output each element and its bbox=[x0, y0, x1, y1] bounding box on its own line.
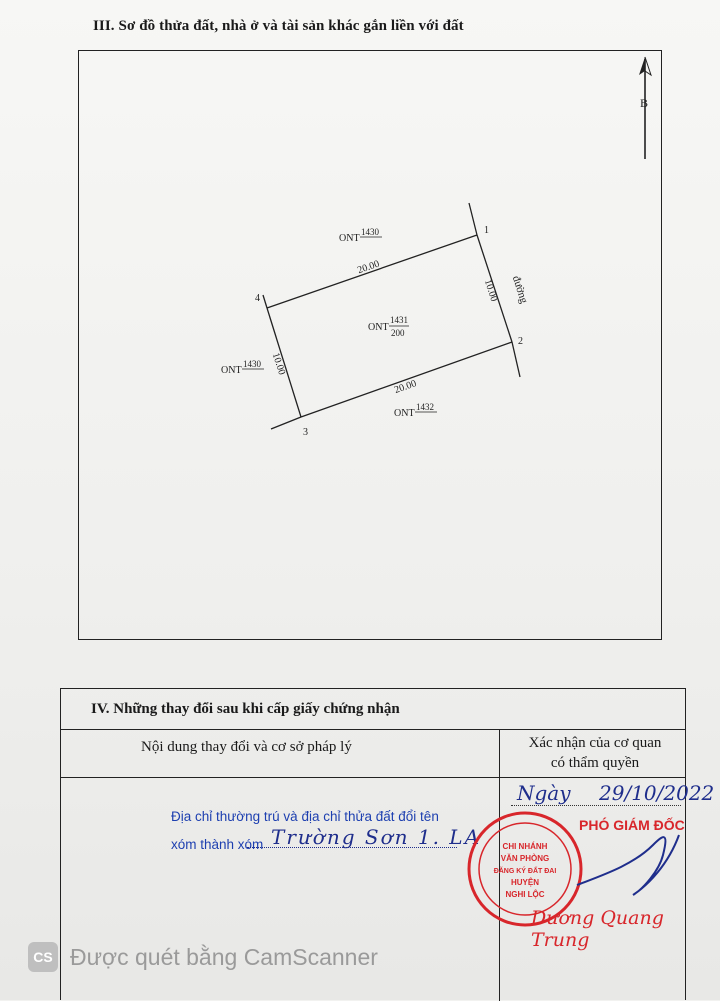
section-3-title: III. Sơ đồ thửa đất, nhà ở và tài sản khác gắn liền với đất bbox=[93, 18, 464, 34]
svg-text:1430: 1430 bbox=[361, 227, 379, 237]
neighbor-label-top bbox=[339, 227, 382, 244]
svg-text:1432: 1432 bbox=[416, 402, 434, 412]
parcel-area: 200 bbox=[391, 328, 405, 338]
camscanner-logo-icon: CS bbox=[28, 942, 58, 972]
parcel-label bbox=[368, 315, 409, 338]
north-label: B bbox=[640, 96, 649, 110]
point-label-2: 2 bbox=[518, 336, 523, 347]
svg-text:HUYỆN: HUYỆN bbox=[510, 878, 540, 887]
column-header-confirmation bbox=[505, 733, 685, 773]
dimension-bottom: 20.00 bbox=[393, 378, 418, 396]
signature-mark bbox=[573, 825, 683, 905]
column-header-confirmation-line1: Xác nhận của cơ quan bbox=[528, 735, 662, 751]
land-plot-diagram bbox=[79, 51, 663, 641]
point-label-4: 4 bbox=[255, 293, 260, 304]
signer-name: Dương Quang Trung bbox=[531, 907, 664, 951]
svg-text:CHI NHÁNH: CHI NHÁNH bbox=[502, 842, 548, 851]
date-label: Ngày bbox=[517, 781, 571, 805]
svg-text:ONT: ONT bbox=[221, 365, 242, 376]
parcel-number: 1431 bbox=[390, 315, 408, 325]
dimension-left: 10.00 bbox=[269, 351, 288, 377]
change-content-line1: Địa chỉ thường trú và địa chỉ thửa đất đổi tên bbox=[171, 809, 439, 824]
dimension-right: 10.00 bbox=[481, 278, 500, 303]
parcel-code: ONT bbox=[368, 322, 389, 333]
section-4-title: IV. Những thay đổi sau khi cấp giấy chứng nhận bbox=[91, 701, 400, 717]
change-content-line2: xóm thành xóm bbox=[171, 837, 264, 852]
land-plot-diagram-frame bbox=[78, 50, 662, 640]
table-divider bbox=[61, 729, 685, 730]
road-label: đường bbox=[509, 274, 530, 305]
handwritten-hamlet-name: Trường Sơn 1. LA bbox=[271, 825, 482, 849]
column-header-confirmation-line2: có thẩm quyền bbox=[550, 755, 640, 771]
director-title: PHÓ GIÁM ĐỐC bbox=[579, 817, 685, 833]
svg-text:ONT: ONT bbox=[339, 233, 360, 244]
neighbor-label-bottom bbox=[394, 402, 437, 419]
svg-text:ONT: ONT bbox=[394, 408, 415, 419]
svg-text:1430: 1430 bbox=[243, 359, 261, 369]
point-label-3: 3 bbox=[303, 427, 308, 438]
dimension-top: 20.00 bbox=[356, 258, 381, 277]
svg-text:ĐĂNG KÝ ĐẤT ĐAI: ĐĂNG KÝ ĐẤT ĐAI bbox=[493, 868, 557, 875]
column-header-changes: Nội dung thay đổi và cơ sở pháp lý bbox=[141, 739, 352, 755]
scanner-watermark: Được quét bằng CamScanner bbox=[70, 944, 378, 970]
date-value: 29/10/2022 bbox=[599, 781, 715, 805]
svg-text:VĂN PHÒNG: VĂN PHÒNG bbox=[500, 854, 550, 863]
point-label-1: 1 bbox=[484, 225, 489, 236]
neighbor-label-left bbox=[221, 359, 264, 376]
table-divider bbox=[61, 777, 685, 778]
date-dotted-line bbox=[511, 805, 681, 806]
svg-text:NGHI LỘC: NGHI LỘC bbox=[505, 890, 545, 899]
